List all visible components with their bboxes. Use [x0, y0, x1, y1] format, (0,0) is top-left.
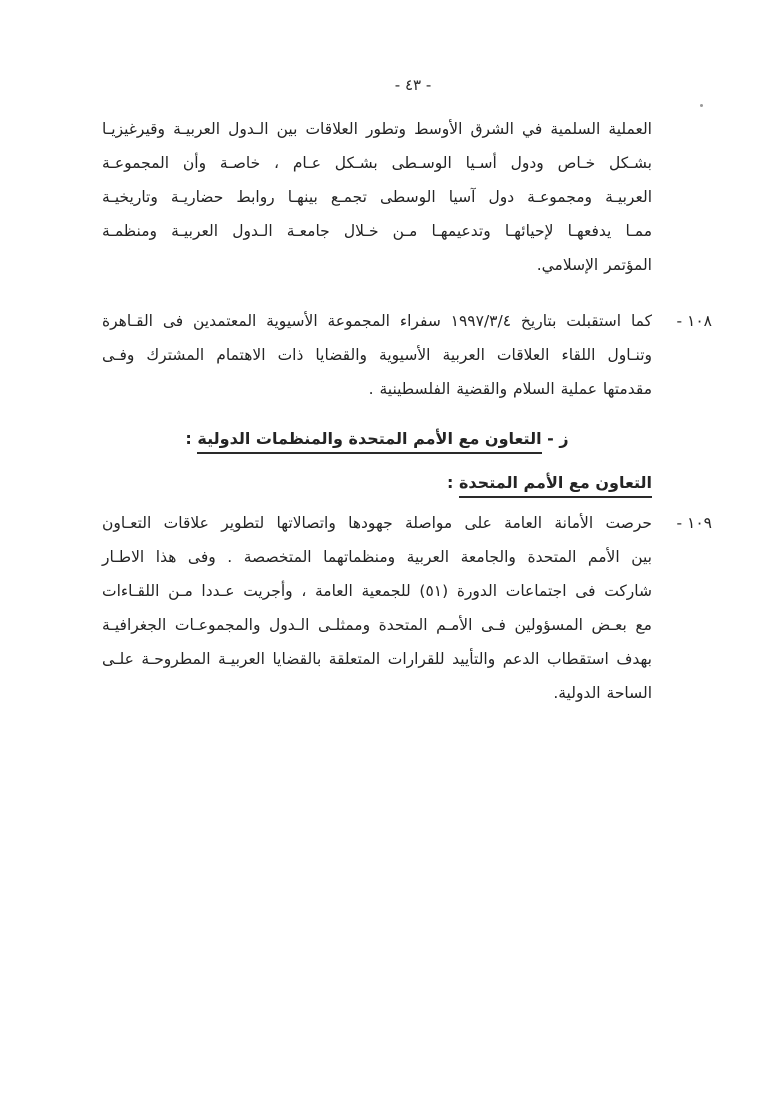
sub-heading-colon: : — [447, 473, 459, 492]
text-column — [102, 112, 712, 710]
section-heading-prefix: ز - — [541, 429, 569, 448]
numbered-item-108 — [102, 304, 712, 406]
paragraph-line: بشـكل خـاص ودول أسـيا الوسـطى بشـكل عـام ، خاصـة وأن المجموعـة — [102, 154, 652, 172]
paragraph-line: العملية السلمية في الشرق الأوسط وتطور العلاقات بين الـدول العربيـة وقيرغيزيـا — [102, 120, 652, 138]
paragraph-line: بين الأمم المتحدة والجامعة العربية ومنظماتهما المتخصصة . وفى هذا الاطـار — [102, 548, 652, 566]
sub-heading — [102, 466, 652, 500]
section-heading-title: التعاون مع الأمم المتحدة والمنظمات الدولية — [197, 429, 541, 454]
item-number: ١٠٨ - — [676, 312, 712, 330]
paragraph-line: مع بعـض المسؤولين فـى الأمـم المتحدة وممثلـى الـدول والمجموعـات الجغرافيـة — [102, 616, 652, 634]
item-number: ١٠٩ - — [676, 514, 712, 532]
numbered-item-109 — [102, 506, 712, 710]
paragraph-line: ممـا يدفعهـا لإحيائهـا وتدعيمهـا مـن خـلال جامعـة الـدول العربيـة ومنظمـة — [102, 222, 652, 240]
section-heading-colon: : — [185, 429, 198, 448]
paragraph-line: حرصت الأمانة العامة على مواصلة جهودها واتصالاتها لتطوير علاقات التعـاون — [102, 514, 652, 532]
paragraph-line: كما استقبلت بتاريخ ١٩٩٧/٣/٤ سفراء المجموعة الأسيوية المعتمدين فى القـاهرة — [102, 312, 653, 330]
section-heading — [102, 422, 652, 456]
paragraph-line: شاركت فى اجتماعات الدورة (٥١) للجمعية العامة ، وأجريت عـددا مـن اللقـاءات — [102, 582, 652, 600]
paragraph-line: العربيـة ومجموعـة دول آسيا الوسطى تجمـع بينهـا روابط حضاريـة وتاريخيـة — [102, 188, 652, 206]
paragraph-line: المؤتمر الإسلامي. — [536, 256, 652, 274]
sub-heading-title: التعاون مع الأمم المتحدة — [459, 473, 652, 498]
paragraph-line: الساحة الدولية. — [553, 684, 652, 702]
paragraph-line: بهدف استقطاب الدعم والتأييد للقرارات المتعلقة بالقضايا العربيـة المطروحـة علـى — [102, 650, 652, 668]
paragraph-line: وتنـاول اللقاء العلاقات العربية الأسيوية والقضايا ذات الاهتمام المشترك وفـى — [102, 346, 652, 364]
paragraph-continuation — [102, 112, 652, 282]
page-number: - ٤٣ - — [394, 76, 432, 94]
scan-speck — [700, 104, 703, 107]
paragraph-line: مقدمتها عملية السلام والقضية الفلسطينية . — [368, 380, 652, 398]
